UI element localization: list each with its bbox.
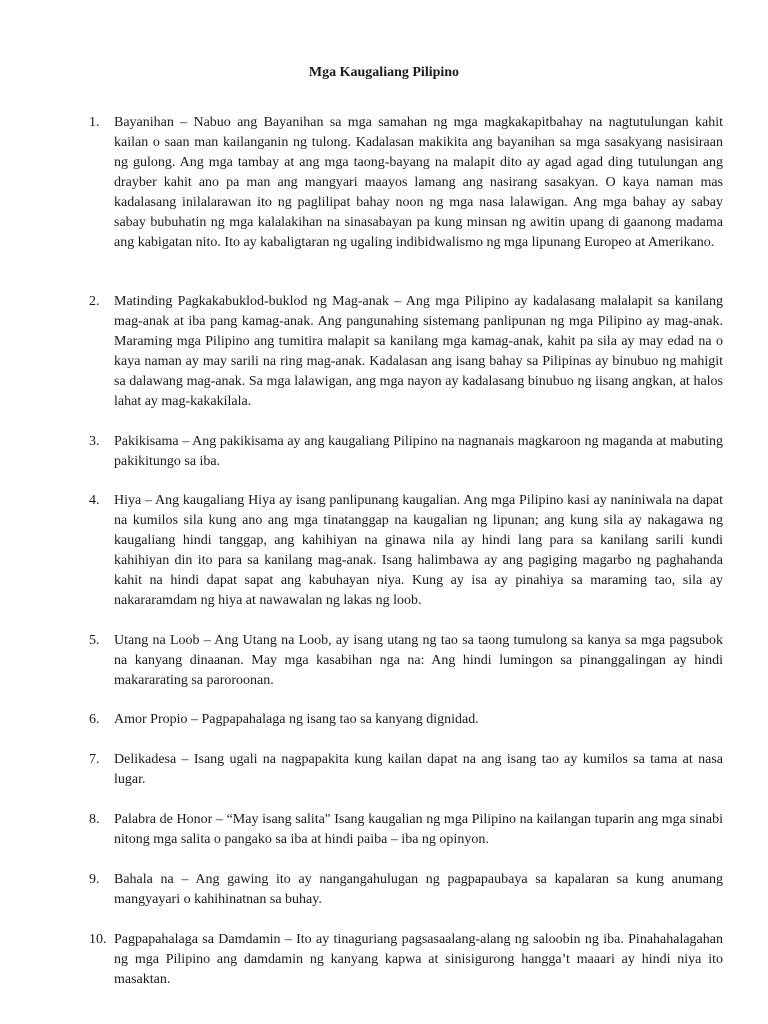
list-item-number: 5. — [89, 633, 100, 648]
list-item-text: Matinding Pagkakabuklod-buklod ng Mag-anak – Ang mga Pilipino ay kadalasang malalapit sa kanilang mag-anak at iba pang kamag-anak. Ang pangunahing sistemang panlipunan ng mga Pilipino ay mag-anak. Maraming mga Pilipino ang tumitira malapit sa kanilang mga kamag-anak, kahit pa sila ay may edad na o kaya naman ay may sarili na ring mag-anak. Kadalasan ang isang bahay sa Pilipinas ay binubuo ng mahigit sa dalawang mag-anak. Sa mga lalawigan, ang mga nayon ay kadalasang binubuo ng iisang angkan, at halos lahat ay mag-kakakilala. — [114, 294, 723, 409]
list-item-number: 2. — [89, 294, 100, 309]
list-item-palabra-de-honor — [89, 810, 723, 850]
list-item-text: Bayanihan – Nabuo ang Bayanihan sa mga samahan ng mga magkakapitbahay na nagtutulungan kahit kailan o saan man kailanganin ng tulong. Kadalasan makikita ang bayanihan sa mga sasakyang nasisiraan ng gulong. Ang mga tambay at ang mga taong-bayang na malapit dito ay agad agad ding tutulungan ang drayber kahit ano pa man ang mangyari maayos lamang ang nasirang sasakyan. O kaya naman mas kadalasang inilalarawan ito ng paglilipat bahay noon ng mga nasa lalawigan. Ang mga bahay ay sabay sabay bubuhatin ng mga kalalakihan na sinasabayan pa kung minsan ng awitin upang di gaanong madama ang kabigatan nito. Ito ay kabaligtaran ng ugaling indibidwalismo ng mga lipunang Europeo at Amerikano. — [114, 115, 723, 250]
list-item-number: 4. — [89, 493, 100, 508]
list-item-hiya — [89, 491, 723, 611]
list-item-number: 1. — [89, 115, 100, 130]
list-item-text: Amor Propio – Pagpapahalaga ng isang tao sa kanyang dignidad. — [114, 712, 479, 727]
list-item-delikadesa — [89, 750, 723, 790]
list-item-number: 7. — [89, 752, 100, 767]
list-item-pagkakabuklod — [89, 292, 723, 412]
list-item-number: 6. — [89, 712, 100, 727]
list-item-amor-propio — [89, 710, 723, 730]
list-item-number: 10. — [89, 932, 107, 947]
list-item-text: Pakikisama – Ang pakikisama ay ang kaugaliang Pilipino na nagnanais magkaroon ng maganda at mabuting pakikitungo sa iba. — [114, 434, 723, 469]
list-item-pakikisama — [89, 432, 723, 472]
document-title: Mga Kaugaliang Pilipino — [308, 65, 460, 80]
list-item-text: Pagpapahalaga sa Damdamin – Ito ay tinaguriang pagsasaalang-alang ng saloobin ng iba. Pinahahalagahan ng mga Pilipino ang damdamin ng kanyang kapwa at sinisigurong hangga’t maaari ay hindi niya ito masaktan. — [114, 932, 723, 987]
list-item-text: Palabra de Honor – “May isang salita" Isang kaugalian ng mga Pilipino na kailangan tuparin ang mga sinabi nitong mga salita o pangako sa iba at hindi paiba – iba ng opinyon. — [114, 812, 723, 847]
list-item-pagpapahalaga-sa-damdamin — [89, 930, 723, 990]
list-item-bahala-na — [89, 870, 723, 910]
list-item-utang-na-loob — [89, 631, 723, 691]
list-item-bayanihan — [89, 113, 723, 253]
list-item-number: 9. — [89, 872, 100, 887]
list-item-number: 3. — [89, 434, 100, 449]
list-item-number: 8. — [89, 812, 100, 827]
list-item-text: Utang na Loob – Ang Utang na Loob, ay isang utang ng tao sa taong tumulong sa kanya sa mga pagsubok na kanyang dinaanan. May mga kasabihan nga na: Ang hindi lumingon sa pinanggalingan ay hindi makararating sa paroroonan. — [114, 633, 723, 688]
list-item-text: Delikadesa – Isang ugali na nagpapakita kung kailan dapat na ang isang tao ay kumilos sa tama at nasa lugar. — [114, 752, 723, 787]
list-item-text: Bahala na – Ang gawing ito ay nangangahulugan ng pagpapaubaya sa kapalaran sa kung anumang mangyayari o kahihinatnan sa buhay. — [114, 872, 723, 907]
list-item-text: Hiya – Ang kaugaliang Hiya ay isang panlipunang kaugalian. Ang mga Pilipino kasi ay naniniwala na dapat na kumilos sila kung ano ang mga tinatanggap na kaugalian ng lipunan; ang kung sila ay nakagawa ng kaugaliang hindi tanggap, ang kahihiyan na ginawa nila ay hindi lang para sa kanilang sarili kundi kahihiyan din ito para sa kanilang mag-anak. Isang halimbawa ay ang pagiging magarbo ng paghahanda kahit na hindi dapat sapat ang kabuhayan niya. Kung ay isa ay pinahiya sa maraming tao, sila ay nakararamdam ng hiya at nawawalan ng lakas ng loob. — [114, 493, 723, 608]
